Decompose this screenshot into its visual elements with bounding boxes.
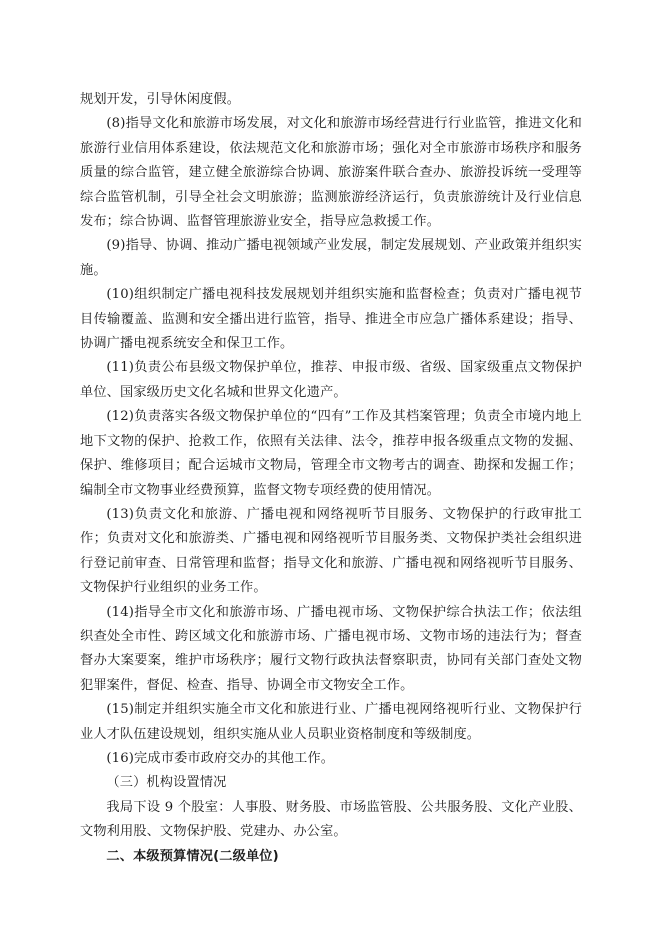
paragraph-item-12: (12)负责落实各级文物保护单位的“四有”工作及其档案管理；负责全市境内地上地下文物的保护、抢救工作，依照有关法律、法令，推荐申报各级重点文物的发掘、保护、维修项目；配合运城市文物局，管理全市文物考古的调查、勘探和发掘工作；编制全市文物事业经费预算，监督文物专项经费的使用情况。 <box>80 409 582 498</box>
paragraph-item-9: (9)指导、协调、推动广播电视领域产业发展，制定发展规划、产业政策并组织实施。 <box>80 238 582 278</box>
section-3-text: 我局下设 9 个股室：人事股、财务股、市场监管股、公共服务股、文化产业股、文物利用股、文物保护股、党建办、办公室。 <box>80 799 582 840</box>
section-heading: 二、本级预算情况(二级单位) <box>106 848 279 864</box>
paragraph-item-10: (10)组织制定广播电视科技发展规划并组织实施和监督检查；负责对广播电视节目传输覆盖、监测和安全播出进行监管，指导、推进全市应急广播体系建设；指导、协调广播电视系统安全和保卫工作。 <box>80 287 582 352</box>
section-3-title: （三）机构设置情况 <box>106 775 227 791</box>
paragraph-item-15: (15)制定并组织实施全市文化和旅进行业、广播电视网络视听行业、文物保护行业人才队伍建设规划，组织实施从业人员职业资格制度和等级制度。 <box>80 702 582 742</box>
paragraph-item-8: (8)指导文化和旅游市场发展，对文化和旅游市场经营进行行业监管，推进文化和旅游行业信用体系建设，依法规范文化和旅游市场；强化对全市旅游市场秩序和服务质量的综合监管，建立健全旅游综合协调、旅游案件联合查办、旅游投诉统一受理等综合监管机制，引导全社会文明旅游；监测旅游经济运行，负责旅游统计及行业信息发布；综合协调、监督管理旅游业安全，指导应急救援工作。 <box>80 116 582 230</box>
paragraph-continuation: 规划开发，引导休闲度假。 <box>80 92 241 107</box>
paragraph-item-13: (13)负责文化和旅游、广播电视和网络视听节目服务、文物保护的行政审批工作；负责对文化和旅游类、广播电视和网络视听节目服务类、文物保护类社会组织进行登记前审查、日常管理和监督；指导文化和旅游、广播电视和网络视听节目服务、文物保护行业组织的业务工作。 <box>80 506 582 596</box>
paragraph-item-11: (11)负责公布县级文物保护单位，推荐、申报市级、省级、国家级重点文物保护单位、国家级历史文化名城和世界文化遗产。 <box>80 360 582 400</box>
paragraph-item-16: (16)完成市委市政府交办的其他工作。 <box>106 750 335 766</box>
paragraph-item-14: (14)指导全市文化和旅游市场、广播电视市场、文物保护综合执法工作；依法组织查处全市性、跨区域文化和旅游市场、广播电视市场、文物市场的违法行为；督查督办大案要案，维护市场秩序；履行文物行政执法督察职责，协同有关部门查处文物犯罪案件，督促、检查、指导、协调全市文物安全工作。 <box>80 604 582 693</box>
